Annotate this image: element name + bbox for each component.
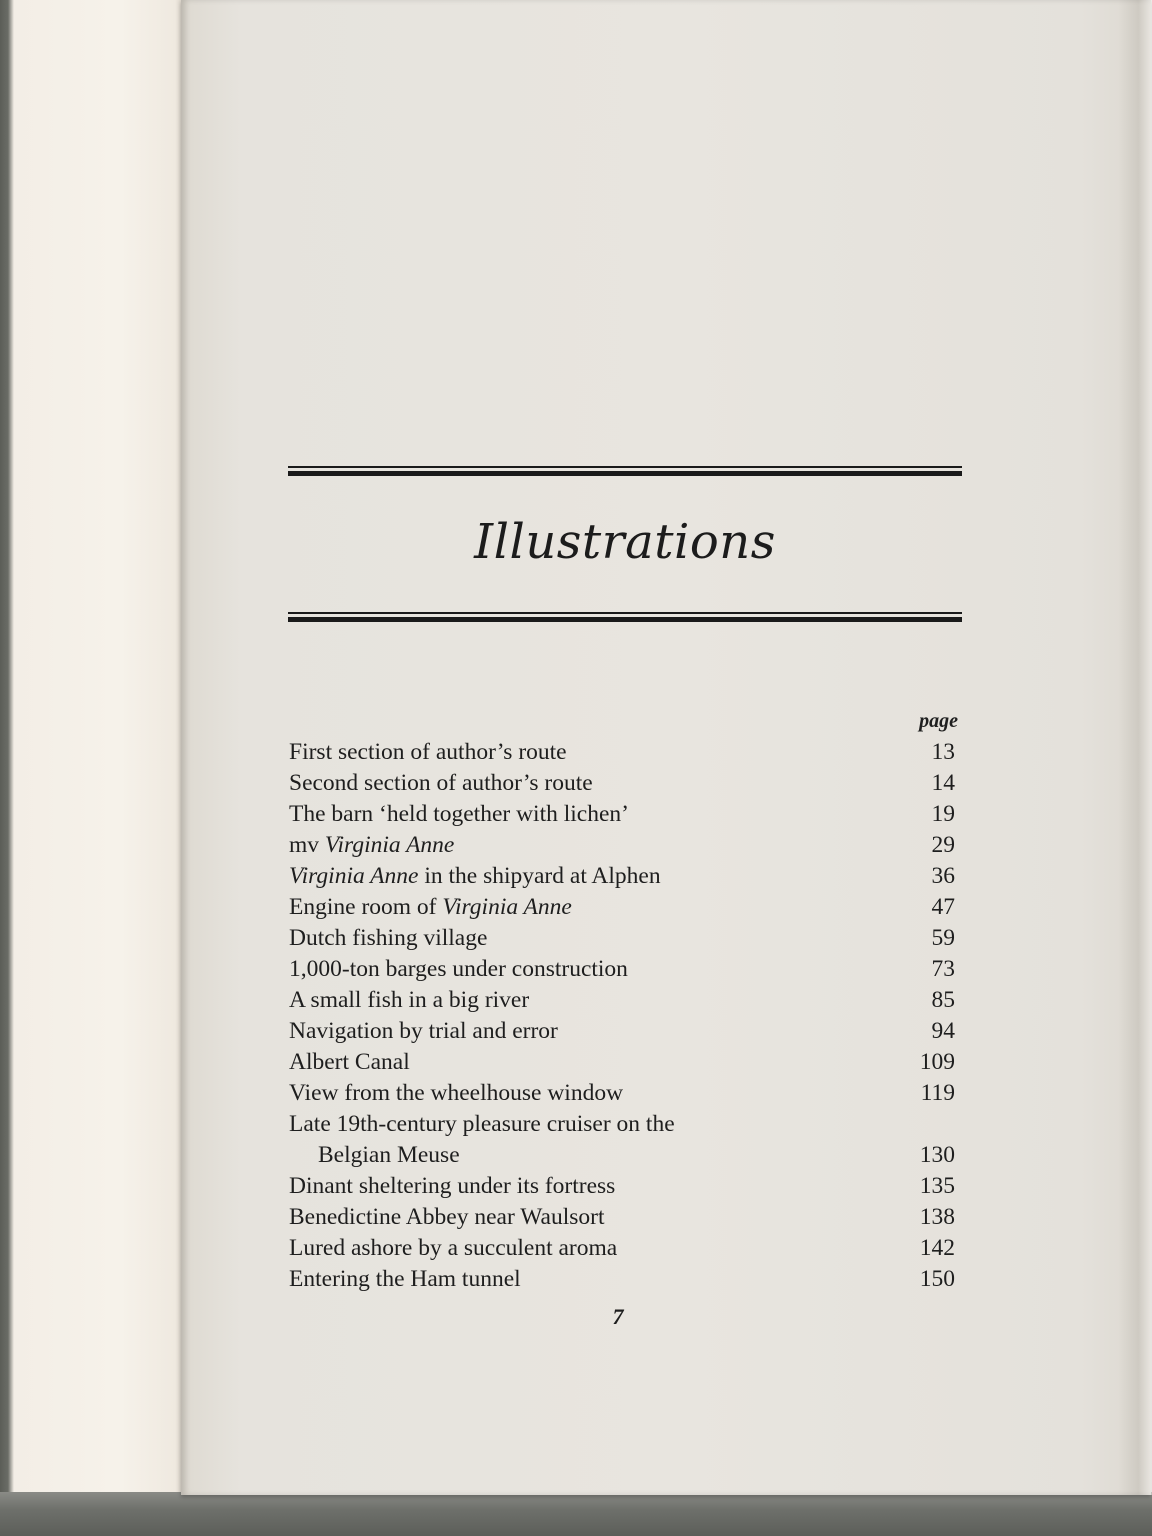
entry-title: A small fish in a big river xyxy=(289,987,530,1013)
entry-title xyxy=(289,830,959,861)
entry-title: First section of author’s route xyxy=(289,739,567,765)
entry-page-number: 138 xyxy=(919,1204,955,1230)
list-item xyxy=(289,861,959,892)
entry-title-continuation: Belgian Meuse xyxy=(318,1142,460,1168)
list-item xyxy=(289,1109,959,1171)
entry-page-number: 109 xyxy=(919,1049,955,1075)
entry-title: 1,000-ton barges under construction xyxy=(289,956,628,982)
rule-thin-line xyxy=(288,466,962,468)
entry-page-number: 119 xyxy=(920,1080,955,1106)
entry-page-number: 85 xyxy=(931,987,955,1013)
list-item xyxy=(289,1202,959,1233)
entry-title xyxy=(289,892,959,923)
list-item xyxy=(289,1016,959,1047)
list-item xyxy=(289,799,959,830)
double-rule-top xyxy=(288,466,962,476)
entry-page-number: 19 xyxy=(931,801,955,827)
entry-page-number: 29 xyxy=(931,832,955,858)
page-title: Illustrations xyxy=(474,514,776,570)
rule-thin-line xyxy=(288,612,962,614)
list-item xyxy=(289,923,959,954)
entry-title-italic: Virginia Anne xyxy=(442,894,572,920)
entry-page-number: 59 xyxy=(931,925,955,951)
list-item xyxy=(289,1264,959,1295)
book-cover-bottom xyxy=(0,1492,1152,1536)
entry-page-number: 130 xyxy=(919,1142,955,1168)
entry-title: Dutch fishing village xyxy=(289,925,488,951)
list-item xyxy=(289,1078,959,1109)
illustrations-list xyxy=(289,737,959,1295)
double-rule-bottom xyxy=(288,612,962,622)
entry-title: Second section of author’s route xyxy=(289,770,593,796)
rule-thick-line xyxy=(288,617,962,622)
list-item xyxy=(289,737,959,768)
entry-page-number: 13 xyxy=(931,739,955,765)
list-item xyxy=(289,1047,959,1078)
entry-page-number: 14 xyxy=(931,770,955,796)
entry-title-prefix: Engine room of xyxy=(289,894,443,920)
entry-title-prefix: mv xyxy=(289,832,325,858)
page-edge-shadow xyxy=(1118,0,1152,1495)
list-item xyxy=(289,1233,959,1264)
entry-title: Lured ashore by a succulent aroma xyxy=(289,1235,618,1261)
list-item xyxy=(289,768,959,799)
entry-title-italic: Virginia Anne xyxy=(289,863,419,889)
entry-title: Late 19th-century pleasure cruiser on the xyxy=(289,1111,675,1137)
entry-title: Navigation by trial and error xyxy=(289,1018,558,1044)
entry-page-number: 73 xyxy=(931,956,955,982)
entry-page-number: 135 xyxy=(919,1173,955,1199)
entry-title: Dinant sheltering under its fortress xyxy=(289,1173,616,1199)
entry-title: Albert Canal xyxy=(289,1049,410,1075)
entry-title: The barn ‘held together with lichen’ xyxy=(289,801,629,827)
page-column-label: page xyxy=(919,710,958,732)
entry-title-suffix: in the shipyard at Alphen xyxy=(418,863,661,889)
rule-thick-line xyxy=(288,471,962,476)
entry-title: Benedictine Abbey near Waulsort xyxy=(289,1204,605,1230)
entry-title: View from the wheelhouse window xyxy=(289,1080,624,1106)
list-item xyxy=(289,985,959,1016)
list-item xyxy=(289,1171,959,1202)
entry-page-number: 94 xyxy=(931,1018,955,1044)
entry-title xyxy=(289,861,959,892)
entry-page-number: 150 xyxy=(919,1266,955,1292)
list-item xyxy=(289,954,959,985)
list-item xyxy=(289,892,959,923)
entry-title-italic: Virginia Anne xyxy=(324,832,455,858)
entry-page-number: 47 xyxy=(931,894,955,920)
entry-page-number: 142 xyxy=(919,1235,955,1261)
page-number-folio: 7 xyxy=(612,1304,624,1329)
entry-title: Entering the Ham tunnel xyxy=(289,1266,521,1292)
entry-page-number: 36 xyxy=(931,863,955,889)
list-item xyxy=(289,830,959,861)
